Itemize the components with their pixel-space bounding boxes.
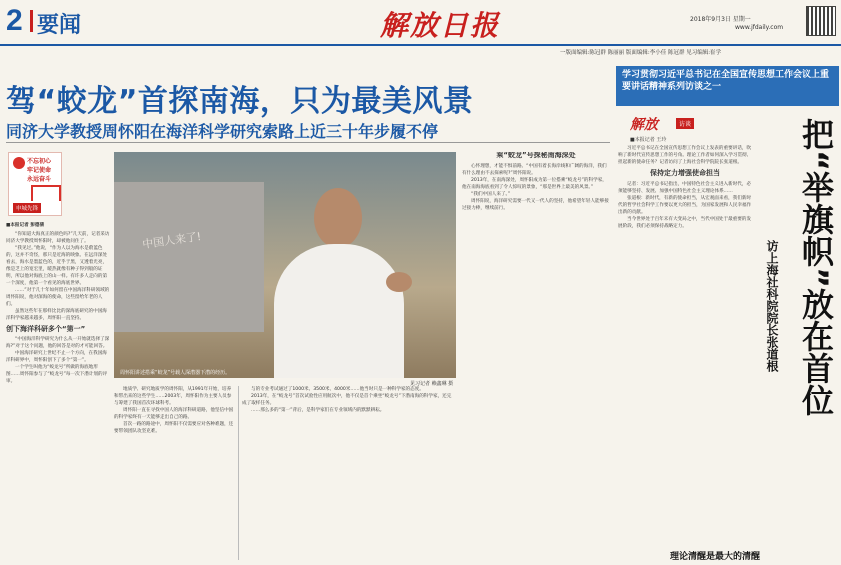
paragraph: 中国海洋研究上世纪不止一个方向，在我国海洋科研界中，周怀阳创下了多个“第一”。 xyxy=(6,351,107,363)
sidebar-logo-tag: 访谈 xyxy=(676,118,694,129)
masthead xyxy=(0,0,841,62)
headline: 驾“蛟龙”首探南海，只为最美风景 xyxy=(6,84,474,119)
sidebar-body xyxy=(618,145,752,545)
date-line: 2018年9月3日 星期一 xyxy=(690,16,751,23)
article-column-1 xyxy=(6,222,110,560)
newspaper-logo: 解放日报 xyxy=(380,9,501,42)
section-subhead: 乘“蛟龙”号探秘南海深处 xyxy=(496,152,576,159)
photo-overlay-text: 中国人来了! xyxy=(141,229,203,252)
paragraph: 2013年，在南海深处，周怀阳成为第一位搭乘“蛟龙号”的科学家，他在南海海底看到了令人惊叹的景象，“那是世界上最美的风景。” xyxy=(462,178,607,190)
person-head xyxy=(314,188,362,248)
paragraph: 与的专业考试通过了1000米、3500米、4000米……他当时只是一种科学家的态度。 xyxy=(251,387,424,392)
sidebar-subhead: 保持定力增强使命担当 xyxy=(650,169,720,177)
sidebar-vertical-title: 把“举旗帜”放在首位 xyxy=(797,118,835,417)
section-title: 要闻 xyxy=(37,13,82,38)
article-column-3 xyxy=(114,386,234,560)
page-number-bar xyxy=(30,10,33,32)
paragraph: 周怀阳说，海洋研究需要一代又一代人的坚持，他希望年轻人能够接过接力棒，继续前行。 xyxy=(462,199,609,211)
paragraph: 一个学生叫他为“蛟龙号”所做的海底地形图……周怀阳参与了“蛟龙号”每一次下潜计划的评审。 xyxy=(6,365,108,384)
headline-divider xyxy=(6,142,610,143)
paragraph: 首次一路的路途中，周怀阳不仅需要应对各种难题，还要带领团队攻坚克难。 xyxy=(114,422,234,434)
paragraph: 2013年，在“蛟龙号”首次试验性应用航次中，他不仅是首个乘坐“蛟龙号”下潜南海的科学家，还完成了取样任务。 xyxy=(242,394,452,406)
paragraph: 周怀阳一直在寻找中国人的海洋科研道路，他坚信中国的科学家终有一天能够走出自己的路。 xyxy=(114,408,234,420)
editor-line: 一版面编辑:陈冠群 陈丽丽 版面编辑:李小佳 陈冠群 见习编辑:崔学 xyxy=(560,50,722,56)
paragraph: 记者：习近平总书记指出，中国特色社会主义进入新时代，必须能够坚持、发展、加强中国特色社会主义理论体系…… xyxy=(618,182,752,194)
subheadline: 同济大学教授周怀阳在海洋科学研究索路上近三十年步履不停 xyxy=(6,122,439,141)
paragraph: 习近平总书记在全国宣传思想工作会议上发表的重要讲话，吹响了新时代宣传思想工作的号角。理论工作者如何深入学习贯彻、担起新的使命任务？记者访问了上海社会科学院院长张道根。 xyxy=(618,146,752,165)
paragraph: 地质学、研究地质学的周怀阳，从1991年开始，培养和带出来的这些学生……2003年，周怀阳作为主要人员参与筹建了我国首次环球科考。 xyxy=(114,387,232,406)
badge-gate-icon xyxy=(31,185,61,201)
page-number: 2 xyxy=(6,4,23,37)
site-url[interactable]: www.jfdaily.com xyxy=(735,24,784,31)
byline: ■本报记者 彭德倩 xyxy=(6,223,45,228)
article-photo xyxy=(114,152,456,378)
paragraph: 心怀理想，才能不惧前路。“中国有着长海岸线和广阔的海洋，我们有什么理由不去探索呢?”周怀阳说。 xyxy=(462,164,607,176)
sidebar-footer-heading: 理论清醒是最大的清醒 xyxy=(670,552,761,562)
photo-screen-panel xyxy=(114,182,264,332)
party-emblem-icon xyxy=(13,157,25,169)
paragraph: 虽然这些年在那样比比的深海底研究的中国海洋科学家越来越多，周怀阳一直坚持。 xyxy=(6,309,107,321)
badge-line-1: 不忘初心 xyxy=(27,158,52,165)
person-hand xyxy=(386,272,412,292)
paragraph: “我见过。”他说，“作为人以为海水是蔚蓝色的，这并不奇怪，那只是近海的映象。在远洋深处看去，海水是墨蓝色的，近乎于黑，又透着光亮，像是乏上的宽宏里，暖热就像有种子得到般的证明，所以他对海底上的山一样。有许多人走向的第一个深度，他第一个看见的海底世界。 xyxy=(6,246,108,286)
photo-caption: 周怀阳讲述搭乘“蛟龙”号载人深潜器下潜的经历。 xyxy=(120,370,231,376)
column-divider xyxy=(238,386,239,560)
sidebar-byline: ■本报记者 王玲 xyxy=(630,137,667,143)
paragraph: “我们中国人来了。” xyxy=(471,192,511,197)
paragraph: “你知道大海真正的颜色吗?”几天前，记者采访同济大学教授周怀阳时，却被他问住了。 xyxy=(6,232,110,244)
qr-code xyxy=(806,6,836,36)
badge-line-3: 永远奋斗 xyxy=(27,176,52,183)
badge-caption: 申城先锋 xyxy=(13,203,41,213)
photo-credit: 见习记者 赖鑫琳 摄 xyxy=(410,381,454,387)
masthead-rule xyxy=(0,44,841,46)
paragraph: ……那么多的“第一”背后，是科学家们在专业领域内的默默耕耘。 xyxy=(251,408,385,413)
article-column-5 xyxy=(462,152,610,560)
person-body xyxy=(274,244,404,378)
paragraph: 当今世界处于百年未有大变局之中，当代中国处于最重要的发展阶段，我们必须保持战略定力。 xyxy=(618,217,752,229)
sidebar-banner-text: 学习贯彻习近平总书记在全国宣传思想工作会议上重要讲话精神系列访谈之一 xyxy=(622,70,830,92)
section-subhead: 创下海洋科研多个“第一” xyxy=(6,325,86,333)
sidebar-vertical-subtitle: 访上海社科院院长张道根 xyxy=(765,240,779,372)
paragraph: ……”对于几十年如何留在中国海洋科研领域的周怀阳说，他对深海的使命，这些留给年老的人们。 xyxy=(6,288,110,307)
campaign-badge xyxy=(8,152,62,216)
sidebar-banner xyxy=(616,66,839,106)
paragraph: “中国海洋科学研究为什么从一开始就选择了深海?”对于这个问题，他的回答是对的才可能回答。 xyxy=(6,337,110,349)
article-column-4 xyxy=(242,386,454,560)
paragraph: 张道根：新时代，有新的使命担当，从宏观面来看，我们新时代的哲学社会科学工作要以更大的担当，为国家发展和人民幸福作出新的贡献。 xyxy=(618,196,752,215)
badge-line-2: 牢记使命 xyxy=(27,167,52,174)
sidebar-logo: 解放 xyxy=(630,117,658,133)
